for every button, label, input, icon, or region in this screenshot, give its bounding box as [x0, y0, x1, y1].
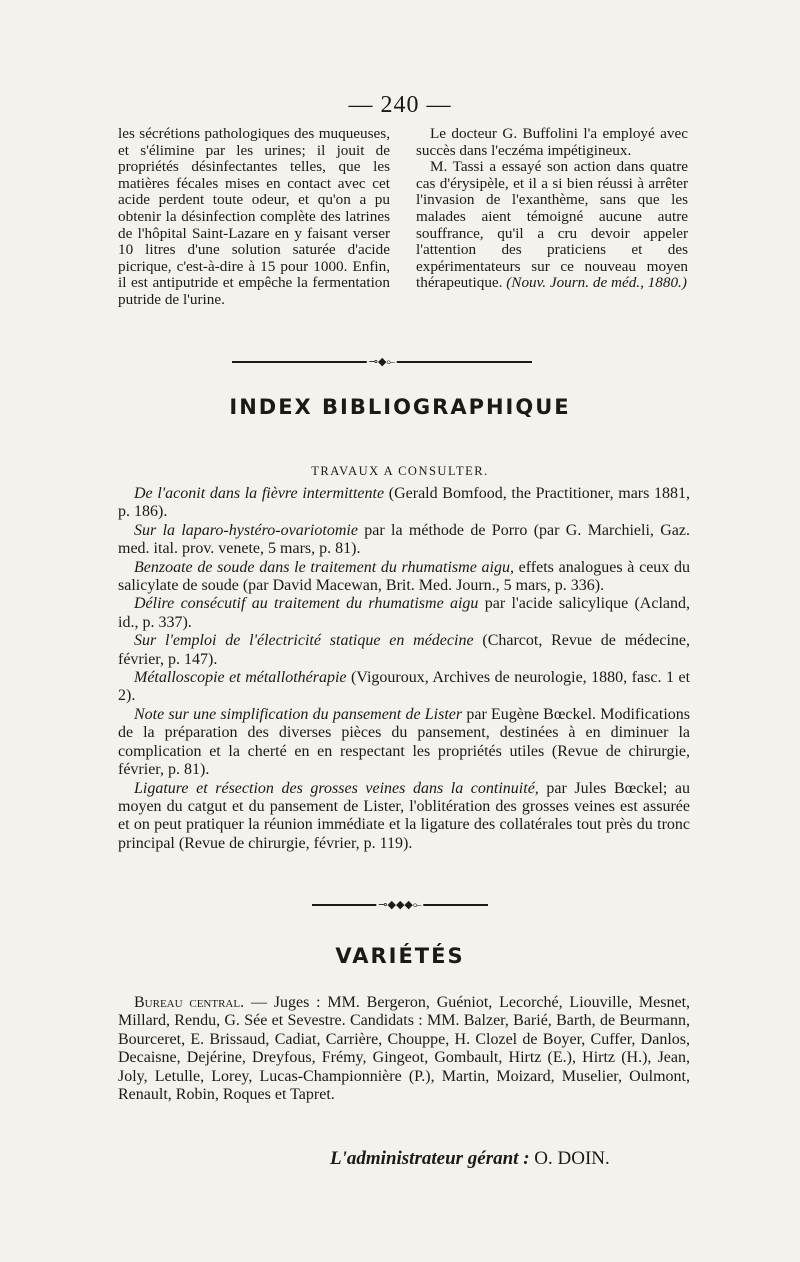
index-subtitle: TRAVAUX A CONSULTER. [311, 464, 489, 478]
biblio-entry: Ligature et résection des grosses veines dans la continuité, par Jules Bœckel; au moyen du catgut et du pansement de Lister, l'oblitération des grosses veines est assurée et on peut pratiquer la réunion immédiate et la ligature des collatérales tout près du tronc principal (Revue de chirurgie, février, p. 119). [118, 779, 691, 852]
varietes-paragraph: Bureau central. — Juges : MM. Bergeron, Guéniot, Lecorché, Liouville, Mesnet, Millard, Rendu, G. Sée et Sevestre. Candidats : MM. Balzer, Barié, Barth, de Beurmann, Bourceret, E. Brissaud, Cadiat, Carrière, Chouppe, H. Clozel de Boyer, Cuffer, Danlos, Decaisne, Dejérine, Dreyfous, Frémy, Gingeot, Gombault, Hirtz (E.), Hirtz (H.), Jean, Joly, Letulle, Lorey, Lucas-Championnière (P.), Martin, Moizard, Muselier, Oulmont, Renault, Robin, Roques et Tapret. [118, 994, 691, 1104]
ornament-icon: ⊸◆⟜ [368, 356, 396, 368]
left-column [118, 126, 390, 309]
ornament-icon: ⊸◆◆◆⟜ [378, 899, 422, 911]
biblio-entry: De l'aconit dans la fièvre intermittente (Gerald Bomfood, the Practitioner, mars 1881, p. 186). [118, 485, 691, 521]
ornament-divider [312, 899, 488, 911]
signature-name: O. DOIN. [534, 1148, 610, 1169]
right-paragraph: Le docteur G. Buffolini l'a employé avec succès dans l'eczéma impétigineux. [416, 125, 688, 159]
signature-role: L'administrateur gérant : [330, 1148, 530, 1169]
biblio-entry: Sur l'emploi de l'électricité statique en médecine (Charcot, Revue de médecine, février, p. 147). [118, 632, 691, 668]
page-number: — 240 — [348, 92, 452, 118]
biblio-entry: Benzoate de soude dans le traitement du rhumatisme aigu, effets analogues à ceux du salicylate de soude (par David Macewan, Brit. Med. Journ., 5 mars, p. 336). [118, 558, 690, 595]
two-column-text [118, 126, 688, 309]
varietes-text [118, 994, 690, 1104]
varietes-title: VARIÉTÉS [335, 944, 465, 968]
bibliography-list [118, 485, 690, 853]
biblio-entry: Délire consécutif au traitement du rhumatisme aigu par l'acide salicylique (Acland, id., p. 337). [118, 595, 691, 631]
index-title: INDEX BIBLIOGRAPHIQUE [229, 395, 571, 419]
right-paragraph [416, 159, 688, 292]
ornament-divider [232, 356, 532, 368]
signature [330, 1148, 610, 1170]
right-column [416, 126, 688, 309]
biblio-entry: Sur la laparo-hystéro-ovariotomie par la méthode de Porro (par G. Marchieli, Gaz. med. ital. prov. venete, 5 mars, p. 81). [118, 521, 690, 558]
citation: (Nouv. Journ. de méd., 1880.) [506, 274, 687, 292]
right-paragraph-text: M. Tassi a essayé son action dans quatre cas d'érysipèle, et il a si bien réussi à arrêter l'invasion de l'exanthème, sans que les malades aient témoigné aucune autre souffrance, qu'il a cru devoir appeler l'attention des praticiens et des expérimentateurs sur ce nouveau moyen thérapeutique. [416, 158, 688, 292]
biblio-entry: Métalloscopie et métallothérapie (Vigouroux, Archives de neurologie, 1880, fasc. 1 et 2). [118, 669, 691, 705]
varietes-lead: Bureau central. [134, 994, 245, 1011]
biblio-entry: Note sur une simplification du pansement de Lister par Eugène Bœckel. Modifications de la préparation des diverses pièces du pansement, destinées à en diminuer la complication et la cherté en en respectant les propriétés utiles (Revue de chirurgie, février, p. 81). [118, 705, 691, 779]
left-paragraph: les sécrétions pathologiques des muqueuses, et s'élimine par les urines; il jouit de propriétés désinfectantes telles, que les matières fécales mises en contact avec cet acide perdent toute odeur, et qu'on a pu obtenir la désinfection complète des latrines de l'hôpital Saint-Lazare en y faisant verser 10 litres d'une solution saturée d'acide picrique, c'est-à-dire à 15 pour 1000. Enfin, il est antiputride et empêche la fermentation putride de l'urine. [118, 125, 390, 308]
